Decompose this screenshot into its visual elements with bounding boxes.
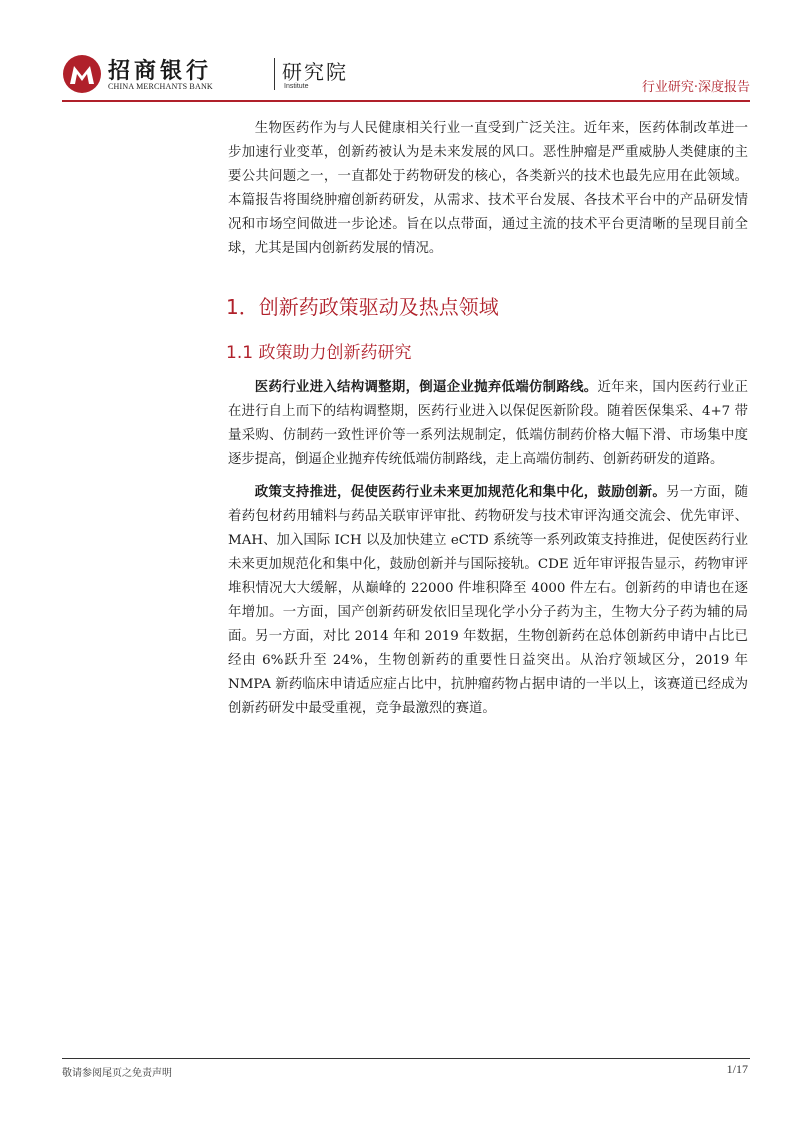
disclaimer-text: 敬请参阅尾页之免责声明 bbox=[62, 1068, 172, 1079]
page-header bbox=[62, 52, 750, 102]
header-divider bbox=[274, 58, 275, 90]
paragraph-lead-bold: 医药行业进入结构调整期，倒逼企业抛弃低端仿制路线。 bbox=[254, 379, 598, 395]
paragraph-body: 近年来，国内医药行业正在进行自上而下的结构调整期，医药行业进入以保促医新阶段。随着医保集采、4+7 带量采购、仿制药一致性评价等一系列法规制定，低端仿制药价格大幅下滑、市场集中度逐步提高，倒逼企业抛弃传统低端仿制路线，走上高端仿制药、创新药研发的道路。 bbox=[228, 380, 749, 467]
paragraph-structural-adjustment bbox=[228, 375, 748, 472]
paragraph-policy-support bbox=[228, 480, 748, 721]
institute-name-cn: 研究院 bbox=[282, 60, 348, 84]
paragraph-lead-bold: 政策支持推进，促使医药行业未来更加规范化和集中化，鼓励创新。 bbox=[254, 484, 667, 500]
report-type-label: 行业研究·深度报告 bbox=[641, 80, 750, 95]
cmb-logo-icon bbox=[62, 54, 102, 94]
section-1-heading: 1．创新药政策驱动及热点领域 bbox=[226, 295, 499, 319]
main-content bbox=[228, 117, 748, 729]
paragraph-body: 另一方面，随着药包材药用辅料与药品关联审评审批、药物研发与技术审评沟通交流会、优先审评、MAH、加入国际 ICH 以及加快建立 eCTD 系统等一系列政策支持推进，促使医药行业未来更加规范化和集中化，鼓励创新并与国际接轨。CDE 近年审评报告显示，药物审评堆积情况大大缓解，从巅峰的 22000 件堆积降至 4000 件左右。创新药的申请也在逐年增加。一方面，国产创新药研发依旧呈现化学小分子药为主，生物大分子药为辅的局面。另一方面，对比 2014 年和 2019 年数据，生物创新药在总体创新药申请中占比已经由 6%跃升至 24%，生物创新药的重要性日益突出。从治疗领域区分，2019 年 NMPA 新药临床申请适应症占比中，抗肿瘤药物占据申请的一半以上，该赛道已经成为创新药研发中最受重视，竞争最激烈的赛道。 bbox=[228, 485, 748, 716]
bank-name-cn: 招商银行 bbox=[108, 59, 213, 84]
institute-name-en: Institute bbox=[284, 83, 309, 90]
bank-name-en: CHINA MERCHANTS BANK bbox=[108, 82, 213, 91]
footer-rule bbox=[62, 1058, 750, 1059]
page-number: 1/17 bbox=[726, 1062, 748, 1076]
subsection-1-1-heading: 1.1 政策助力创新药研究 bbox=[226, 343, 412, 363]
header-rule bbox=[62, 100, 750, 102]
intro-paragraph: 生物医药作为与人民健康相关行业一直受到广泛关注。近年来，医药体制改革进一步加速行业变革，创新药被认为是未来发展的风口。恶性肿瘤是严重威胁人类健康的主要公共问题之一，一直都处于药物研发的核心，各类新兴的技术也最先应用在此领域。本篇报告将围绕肿瘤创新药研发，从需求、技术平台发展、各技术平台中的产品研发情况和市场空间做进一步论述。旨在以点带面，通过主流的技术平台更清晰的呈现目前全球，尤其是国内创新药发展的情况。 bbox=[228, 121, 748, 256]
